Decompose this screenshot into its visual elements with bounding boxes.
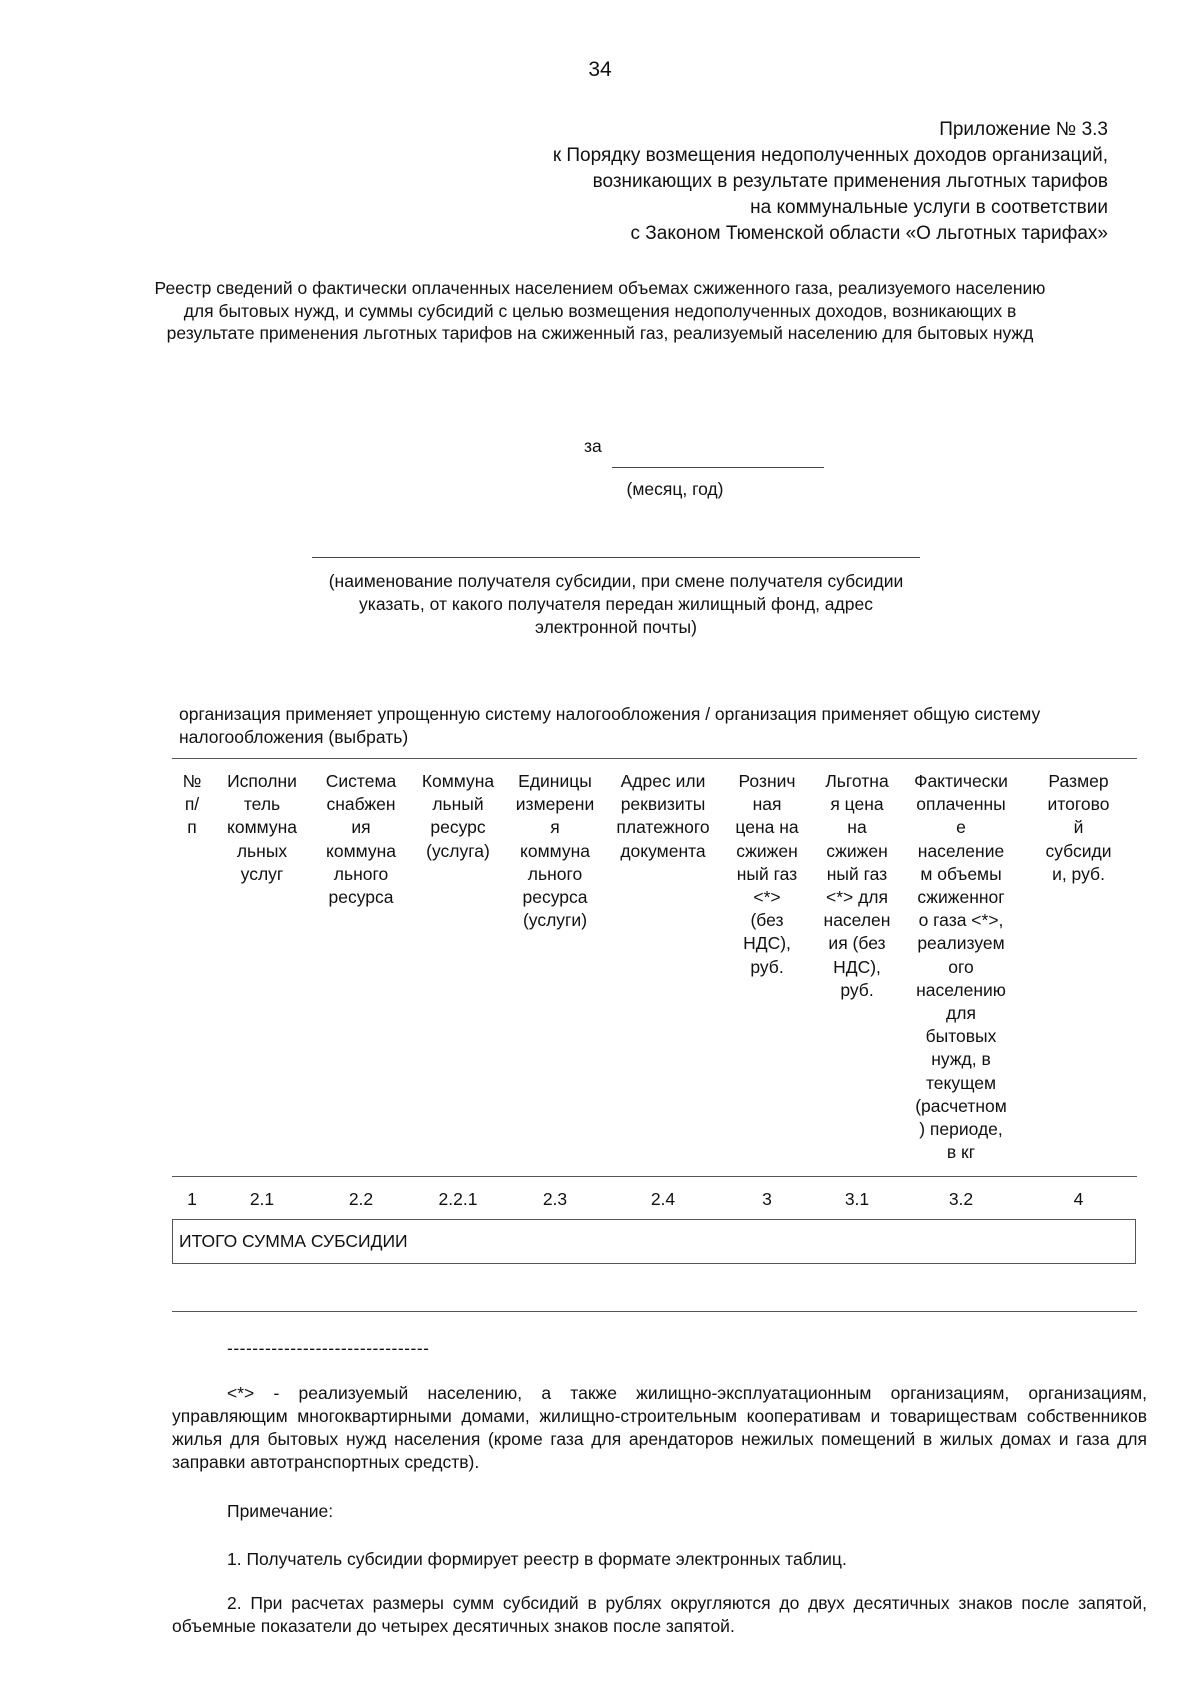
table-header-line: НДС),: [743, 933, 791, 954]
table-header-line: о газа <*>,: [918, 910, 1004, 931]
table-header-cell: [722, 770, 812, 979]
table-header-line: й: [1073, 817, 1084, 838]
table-header-line: коммуна: [326, 840, 396, 861]
table-header-line: льных: [236, 840, 288, 861]
column-number: 2.2: [348, 1189, 374, 1209]
recipient-caption: (наименование получателя субсидии, при смене получателя субсидии указать, от какого получателя передан жилищный фонд, адрес электронной почты): [328, 571, 904, 637]
table-header-line: я: [550, 817, 560, 838]
column-number: 3.2: [948, 1189, 974, 1209]
table-header-line: бытовых: [925, 1026, 997, 1047]
table-header-line: ия (без: [828, 933, 886, 954]
table-header-line: <*>: [753, 887, 781, 908]
table-header-line: коммуна: [520, 840, 590, 861]
table-header-line: (услуги): [522, 910, 588, 931]
table-header-line: сжижен: [826, 840, 888, 861]
table-header-line: руб.: [840, 979, 874, 1000]
table-header-line: услуг: [240, 863, 284, 884]
table-header-line: платежного: [616, 817, 710, 838]
table-header-cell: [812, 770, 902, 1002]
table-header-line: НДС),: [833, 956, 881, 977]
table-header-cell: [410, 770, 506, 863]
table-header-line: измерени: [515, 794, 595, 815]
column-number: 2.2.1: [438, 1189, 478, 1209]
table-header-line: тель: [243, 794, 281, 815]
table-header-line: реализуем: [917, 933, 1005, 954]
table-top-border: [172, 758, 1137, 759]
table-header-cell: [212, 770, 312, 886]
table-header-line: Размер: [1048, 771, 1109, 791]
footnote-separator: --------------------------------: [227, 1338, 430, 1358]
table-header-line: ная: [752, 794, 782, 815]
table-header-cell: [312, 770, 410, 909]
table-header-line: цена на: [735, 817, 799, 838]
table-header-line: №: [182, 771, 202, 791]
table-header-line: населению: [916, 979, 1006, 1000]
table-header-line: Льготна: [825, 771, 889, 791]
appendix-line: на коммунальные услуги в соответствии: [750, 197, 1108, 218]
table-header-line: коммуна: [227, 817, 297, 838]
table-header-line: нужд, в: [931, 1049, 991, 1070]
table-header-line: для: [946, 1003, 976, 1024]
table-header-line: (расчетном: [915, 1095, 1007, 1116]
table-header-line: оплаченны: [916, 794, 1006, 815]
table-header-line: льный: [432, 794, 484, 815]
table-header-line: ресурса: [522, 887, 588, 908]
recipient-input-line: [312, 557, 920, 558]
table-header-cell: [506, 770, 604, 932]
table-header-line: субсиди: [1045, 840, 1112, 861]
column-number: 4: [1073, 1189, 1084, 1209]
table-header-line: население: [917, 840, 1005, 861]
table-header-line: Система: [325, 771, 397, 791]
table-header-line: руб.: [750, 956, 784, 977]
table-header-line: Рознич: [738, 771, 796, 791]
table-header-line: населен: [823, 910, 891, 931]
appendix-line: к Порядку возмещения недополученных доходов организаций,: [552, 145, 1108, 166]
table-header-line: м объемы: [920, 863, 1002, 884]
table-header-line: ресурса: [328, 887, 394, 908]
appendix-line: возникающих в результате применения льготных тарифов: [592, 171, 1108, 192]
document-title: Реестр сведений о фактически оплаченных населением объемах сжиженного газа, реализуемого населению для бытовых нужд, и суммы субсидий с целью возмещения недополученных доходов, возникающих в результате применения льготных тарифов на сжиженный газ, реализуемый населению для бытовых нужд: [154, 278, 1046, 343]
note-item: 2. При расчетах размеры сумм субсидий в рублях округляются до двух десятичных знаков после запятой, объемные показатели до четырех десятичных знаков после запятой.: [172, 1593, 1147, 1636]
appendix-header: [388, 117, 1108, 247]
tax-system-note: организация применяет упрощенную систему налогообложения / организация применяет общую систему налогообложения (выбрать): [179, 704, 1041, 747]
notes-title: Примечание:: [227, 1501, 334, 1521]
table-header-divider: [172, 1176, 1137, 1177]
table-header-line: Единицы: [518, 771, 592, 791]
page-number: 34: [588, 58, 612, 81]
table-header-line: Коммуна: [421, 771, 495, 791]
period-input-line: [612, 467, 824, 468]
table-header-line: в кг: [946, 1142, 976, 1163]
table-header-line: документа: [620, 840, 706, 861]
note-item: 1. Получатель субсидии формирует реестр в формате электронных таблиц.: [227, 1549, 847, 1569]
appendix-line: Приложение № 3.3: [939, 119, 1108, 140]
column-number: 3.1: [844, 1189, 870, 1209]
appendix-line: с Законом Тюменской области «О льготных тарифах»: [630, 223, 1108, 244]
period-caption: (месяц, год): [626, 479, 724, 499]
total-row-label: ИТОГО СУММА СУБСИДИИ: [179, 1231, 408, 1251]
table-header-line: снабжен: [326, 794, 396, 815]
table-header-line: я цена: [830, 794, 884, 815]
table-header-line: Фактически: [914, 771, 1008, 791]
table-header-line: ого: [948, 956, 974, 977]
column-number: 2.3: [542, 1189, 568, 1209]
column-number: 1: [187, 1189, 197, 1209]
table-header-cell: [902, 770, 1020, 1164]
table-header-line: п/: [184, 794, 200, 815]
table-header-line: ный газ: [736, 863, 798, 884]
table-header-line: реквизиты: [620, 794, 706, 815]
table-header-line: льного: [333, 863, 389, 884]
table-header-line: (без: [750, 910, 784, 931]
column-number: 3: [762, 1189, 772, 1209]
table-bottom-border: [172, 1311, 1137, 1312]
period-label: за: [584, 436, 602, 456]
table-header-line: ный газ: [826, 863, 888, 884]
table-header-line: итогово: [1047, 794, 1110, 815]
table-header-line: Адрес или: [620, 771, 706, 791]
table-header-line: е: [956, 817, 966, 838]
table-header-line: <*> для: [825, 887, 888, 908]
footnote-text: <*> - реализуемый населению, а также жилищно-эксплуатационным организациям, организациям, управляющим многоквартирными домами, жилищно-строительным кооперативам и товариществам собственников жилья для бытовых нужд населения (кроме газа для арендаторов нежилых помещений в жилых домах и газа для заправки автотранспортных средств).: [172, 1383, 1147, 1472]
table-header-line: Исполни: [227, 771, 297, 791]
table-header-line: на: [847, 817, 867, 838]
table-header-line: п: [187, 817, 197, 838]
table-header-cell: [172, 770, 212, 840]
table-header-line: ) периоде,: [919, 1119, 1003, 1140]
table-header-line: (услуга): [426, 840, 490, 861]
table-header-line: текущем: [925, 1072, 997, 1093]
table-header-line: ия: [351, 817, 371, 838]
table-header-line: сжижен: [736, 840, 798, 861]
table-header-cell: [1020, 770, 1137, 886]
column-number: 2.4: [650, 1189, 676, 1209]
table-header-line: льного: [527, 863, 583, 884]
column-number: 2.1: [249, 1189, 275, 1209]
table-header-line: ресурс: [430, 817, 486, 838]
table-header-cell: [604, 770, 722, 863]
table-header-line: сжиженног: [917, 887, 1005, 908]
table-header-line: и, руб.: [1052, 863, 1105, 884]
